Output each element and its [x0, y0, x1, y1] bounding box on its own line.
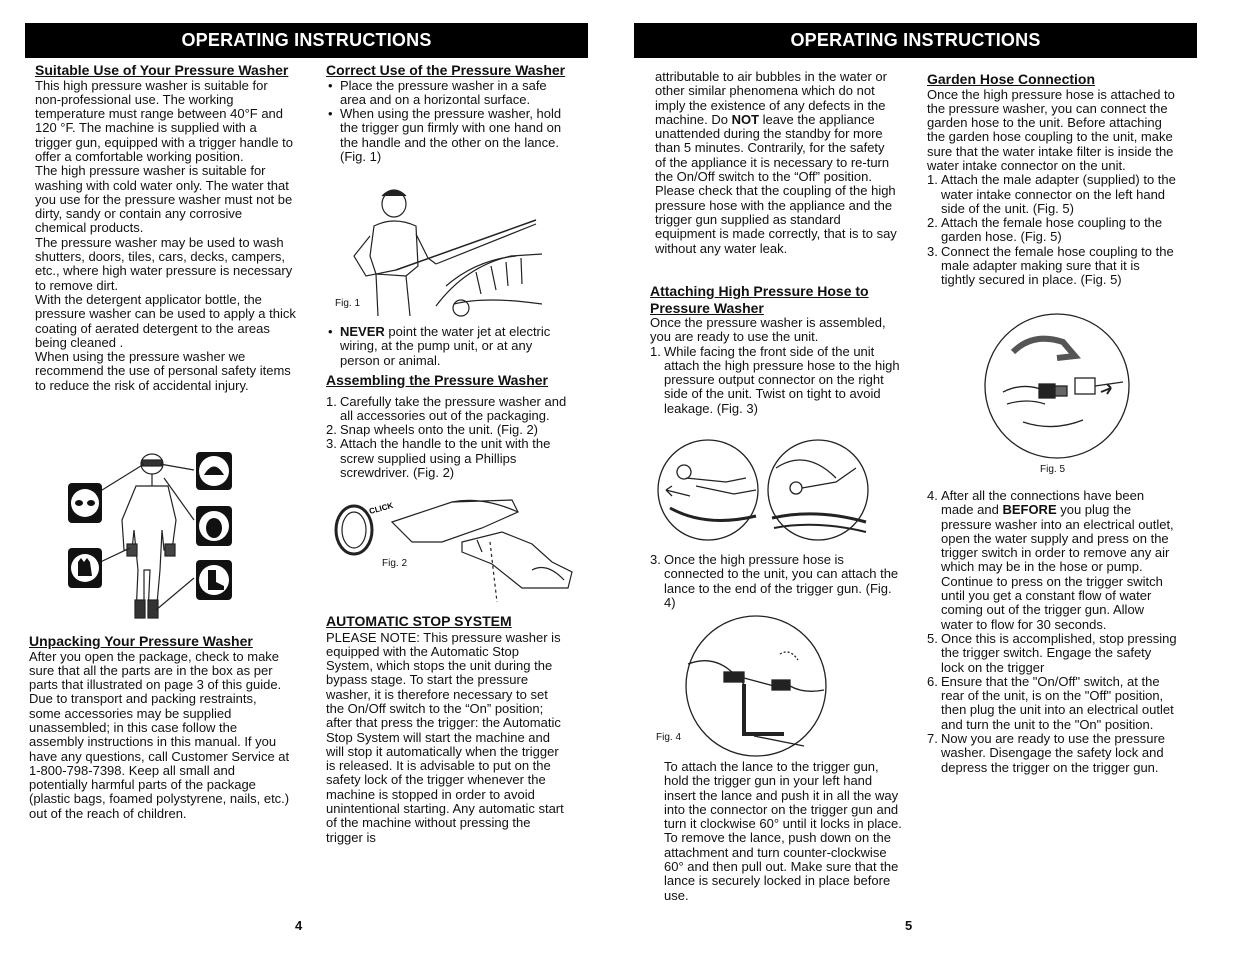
fig-2-illustration	[332, 492, 576, 602]
right-banner: OPERATING INSTRUCTIONS	[634, 23, 1197, 58]
garden-hose-intro: Once the high pressure hose is attached to the pressure washer, you can connect the garden hose to the unit. Before attaching the garden hose coupling to the unit, make sure that the water intake filter is inside the water intake connector on the unit.	[927, 86, 1175, 173]
garden-hose-step-1: 1. Attach the male adapter (supplied) to the water intake connector on the left hand side of the unit. (Fig. 5)	[927, 172, 1176, 216]
assembling-heading: Assembling the Pressure Washer	[326, 372, 549, 388]
never-warning-bullet	[326, 325, 574, 368]
continued-text: attributable to air bubbles in the water or other similar phenomena which do not imply the existence of any defects in the machine. Do NOT leave the appliance unattended during the standby for more than 5 minutes. Contrarily, for the safety of the appliance it is necessary to re-turn the On/Off switch to the “Off” position. Please check that the coupling of the high pressure hose with the appliance and the trigger gun supplied as standard equipment is made correctly, that is to say without any water leak.	[655, 69, 897, 256]
suitable-use-heading: Suitable Use of Your Pressure Washer	[35, 62, 289, 78]
suitable-use-section	[35, 62, 297, 393]
never-bold: NEVER	[340, 324, 385, 339]
fig-1-illustration	[336, 186, 542, 320]
fig-4-illustration	[684, 614, 828, 758]
fig-4-label: Fig. 4	[656, 732, 682, 743]
attaching-hose-heading: Attaching High Pressure Hose to Pressure Washer	[650, 283, 869, 316]
garden-hose-section	[927, 71, 1177, 288]
fig-5-label: Fig. 5	[1040, 464, 1066, 475]
attaching-hose-section	[650, 283, 900, 416]
correct-use-bullet-1: • Place the pressure washer in a safe area and on a horizontal surface.	[326, 79, 571, 108]
hard-hat-icon	[196, 452, 232, 490]
attaching-hose-intro: Once the pressure washer is assembled, you are ready to use the unit.	[650, 315, 886, 345]
fig-3-illustration	[656, 438, 872, 542]
attaching-hose-step-3-block	[650, 553, 900, 610]
fig-5-illustration	[983, 312, 1131, 460]
fig-2-label: Fig. 2	[382, 558, 408, 569]
suitable-use-para-5: When using the pressure washer we recommend the use of personal safety items to reduce the risk of accidental injury.	[35, 349, 291, 393]
continued-section	[655, 70, 898, 256]
garden-hose-heading: Garden Hose Connection	[927, 71, 1096, 87]
garden-hose-more-steps	[927, 489, 1177, 775]
assembling-section	[326, 372, 574, 480]
suitable-use-para-2: The high pressure washer is suitable for washing with cold water only. The water that you use for the pressure washer must not be dirty, sandy or contain any corrosive chemical products.	[35, 163, 293, 236]
assembling-steps	[326, 395, 574, 481]
face-shield-icon	[196, 506, 232, 546]
garden-hose-step-7: 7. Now you are ready to use the pressure washer. Disengage the safety lock and depress the trigger on the trigger gun.	[927, 731, 1166, 775]
auto-stop-text: PLEASE NOTE: This pressure washer is equipped with the Automatic Stop System, which stops the unit during the bypass stage. To start the pressure washer, it is therefore necessary to set the On/Off switch to the “On” position; after that press the trigger: the Automatic Stop System will start the machine and will stop it automatically when the trigger is released. It is advisable to put on the safety lock of the trigger whenever the machine is stopped in order to avoid unintentional starting. Any automatic start of the machine without pressing the trigger is	[326, 629, 564, 845]
never-text: point the water jet at electric wiring, at the pump unit, or at any person or animal.	[340, 324, 551, 368]
attaching-hose-step-3: 3. Once the high pressure hose is connected to the unit, you can attach the lance to the end of the trigger gun. (Fig. 4)	[650, 552, 899, 610]
assembling-step-3: 3. Attach the handle to the unit with the screw supplied using a Phillips screwdriver. (Fig. 2)	[326, 436, 551, 480]
gloves-icon	[68, 548, 102, 588]
garden-hose-step-2: 2. Attach the female hose coupling to the garden hose. (Fig. 5)	[927, 215, 1163, 245]
safety-gear-illustration	[64, 450, 242, 622]
suitable-use-para-3: The pressure washer may be used to wash shutters, doors, tiles, cars, decks, campers, etc., where high water pressure is necessary to remove dirt.	[35, 234, 293, 293]
auto-stop-section	[326, 613, 566, 845]
suitable-use-para-4: With the detergent applicator bottle, the pressure washer can be used to apply a thick coating of aerated detergent to the areas being cleaned .	[35, 291, 296, 350]
suitable-use-para-1: This high pressure washer is suitable for non-professional use. The working temperature must range between 40°F and 120 °F. The machine is supplied with a trigger gun, equipped with a trigger handle to offer a comfortable working position.	[35, 77, 294, 164]
garden-hose-step-5: 5. Once this is accomplished, stop pressing the trigger switch. Engage the safety lock on the trigger	[927, 630, 1177, 675]
before-bold: BEFORE	[1002, 502, 1057, 518]
fig-1-label: Fig. 1	[335, 298, 361, 309]
correct-use-heading: Correct Use of the Pressure Washer	[326, 62, 566, 78]
lance-instructions	[664, 760, 902, 903]
unpacking-heading: Unpacking Your Pressure Washer	[29, 633, 253, 649]
not-bold: NOT	[731, 111, 760, 127]
assembling-step-2: 2. Snap wheels onto the unit. (Fig. 2)	[326, 422, 539, 438]
left-page-number: 4	[295, 918, 303, 933]
right-page-number: 5	[905, 918, 913, 933]
click-text: CLICK	[368, 500, 395, 516]
correct-use-section	[326, 62, 571, 164]
correct-use-list	[326, 79, 571, 165]
correct-use-bullet-2: • When using the pressure washer, hold the trigger gun firmly with one hand on the handle and the other on the lance. (Fig. 1)	[326, 107, 571, 164]
left-banner: OPERATING INSTRUCTIONS	[25, 23, 588, 58]
garden-hose-step-4: 4. After all the connections have been made and BEFORE you plug the pressure washer into an electrical outlet, open the water supply and press on the trigger switch in order to remove any air which may be in the hose or pump. Continue to press on the trigger switch until you get a constant flow of water coming out of the trigger gun. Allow water to flow for 30 seconds.	[927, 488, 1174, 632]
attaching-hose-step-1: 1. While facing the front side of the unit attach the high pressure hose to the high pressure output connector on the right side of the unit. Twist on tight to avoid leakage. (Fig. 3)	[650, 343, 900, 416]
garden-hose-step-3: 3. Connect the female hose coupling to the male adapter making sure that it is tightly secured in place. (Fig. 5)	[927, 243, 1174, 288]
unpacking-section	[29, 633, 291, 821]
assembling-step-1: 1. Carefully take the pressure washer and all accessories out of the packaging.	[326, 393, 567, 423]
safety-boots-icon	[196, 560, 232, 600]
garden-hose-step-6: 6. Ensure that the "On/Off" switch, at the rear of the unit, is on the "Off" position, then plug the unit into an electrical outlet and turn the unit to the "On" position.	[927, 673, 1174, 732]
unpacking-text: After you open the package, check to make sure that all the parts are in the box as per parts that illustrated on page 3 of this guide. Due to transport and packing restraints, some accessories may be supplied unassembled; in this case follow the assembly instructions in this manual. If you have any questions, call Customer Service at 1-800-798-7398. Keep all small and potentially harmful parts of the package (plastic bags, foamed polystyrene, nails, etc.) out of the reach of children.	[29, 648, 290, 821]
lance-text: To attach the lance to the trigger gun, hold the trigger gun in your left hand insert the lance and push it in all the way into the connector on the trigger gun and turn it clockwise 60° until it locks in place. To remove the lance, push down on the attachment and turn counter-clockwise 60° and then pull out. Make sure that the lance is securely locked in place before use.	[664, 759, 902, 903]
auto-stop-heading: AUTOMATIC STOP SYSTEM	[326, 613, 512, 629]
eye-protection-icon	[68, 483, 102, 523]
never-warning-section	[326, 325, 574, 368]
